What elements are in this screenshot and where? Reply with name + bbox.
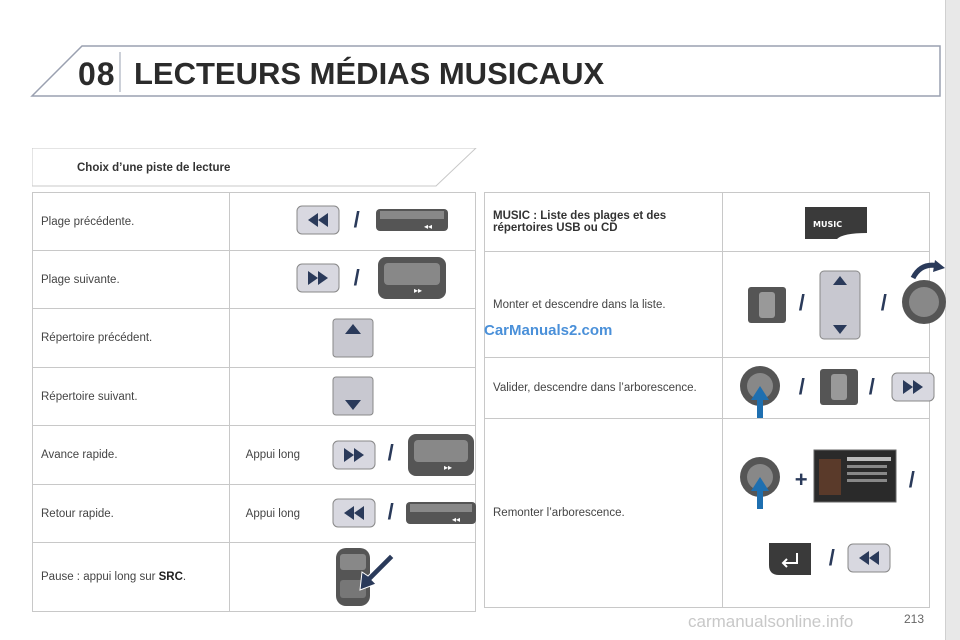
svg-text:MUSIC: MUSIC (812, 220, 842, 229)
steering-wheel-control-icon (376, 205, 448, 235)
table-row (33, 426, 476, 485)
right-table (484, 192, 930, 608)
next-track-button-icon (891, 372, 935, 402)
row-controls (722, 193, 929, 252)
row-controls (229, 368, 475, 426)
screen-list-icon (813, 449, 897, 503)
chapter-number: 08 (78, 56, 116, 92)
src-key-label: SRC (158, 571, 183, 583)
folder-up-button-icon (332, 318, 374, 358)
up-down-button-icon (819, 270, 861, 340)
separator-slash: / (387, 499, 394, 524)
steering-wheel-src-icon (330, 546, 394, 608)
svg-text:◂◂: ◂◂ (423, 222, 432, 231)
watermark-footer: carmanualsonline.info (688, 612, 854, 631)
fast-forward-button-icon (332, 440, 376, 470)
long-press-label: Appui long (245, 449, 301, 461)
row-label: Répertoire précédent. (33, 309, 230, 368)
rewind-button-icon (332, 498, 376, 528)
music-button-icon (803, 203, 869, 241)
steering-wheel-control-icon (406, 432, 476, 478)
row-controls (229, 426, 475, 485)
row-label: Monter et descendre dans la liste. (485, 252, 723, 358)
table-row (33, 543, 476, 612)
row-label: MUSIC : Liste des plages et des répertoires USB ou CD (485, 193, 723, 252)
separator-plus: + (794, 467, 808, 492)
watermark-text: CarManuals2.com (484, 322, 613, 339)
left-table (32, 192, 476, 612)
row-label: Plage suivante. (33, 251, 230, 309)
steering-wheel-control-icon (406, 498, 476, 528)
table-row (485, 252, 930, 358)
page-number: 213 (904, 612, 925, 626)
row-controls (722, 358, 929, 419)
next-track-button-icon (296, 263, 340, 293)
row-controls (229, 193, 475, 251)
table-row (33, 368, 476, 426)
separator-slash: / (353, 207, 360, 232)
page-title: LECTEURS MÉDIAS MUSICAUX (134, 56, 605, 91)
table-row (33, 485, 476, 543)
row-label: Avance rapide. (33, 426, 230, 485)
svg-text:◂◂: ◂◂ (451, 515, 460, 524)
row-label: Remonter l’arborescence. (485, 419, 723, 608)
folder-down-button-icon (332, 376, 374, 416)
long-press-label: Appui long (245, 507, 301, 520)
row-controls (722, 419, 929, 608)
page-header (0, 0, 960, 110)
row-label: Valider, descendre dans l’arborescence. (485, 358, 723, 419)
table-row (33, 193, 476, 251)
table-row (33, 309, 476, 368)
prev-track-button-icon (296, 205, 340, 235)
prev-track-button-icon (847, 543, 891, 573)
steering-wheel-control-icon (376, 255, 448, 301)
separator-slash: / (387, 440, 394, 465)
row-controls (229, 485, 475, 543)
row-controls (722, 252, 929, 358)
row-label: Pause : appui long sur SRC. (33, 543, 230, 612)
rotary-scroll-icon (819, 368, 859, 406)
row-controls (229, 309, 475, 368)
rotary-knob-icon (899, 258, 949, 328)
row-controls (229, 543, 475, 612)
table-row (485, 358, 930, 419)
separator-slash: / (353, 265, 360, 290)
rotary-scroll-icon (747, 286, 787, 324)
separator-slash: / (908, 467, 915, 492)
separator-slash: / (798, 290, 805, 315)
separator-slash: / (798, 374, 805, 399)
row-label: Retour rapide. (33, 485, 230, 543)
svg-text:▸▸: ▸▸ (413, 286, 422, 295)
svg-text:▸▸: ▸▸ (443, 463, 452, 472)
row-label: Répertoire suivant. (33, 368, 230, 426)
row-label: Plage précédente. (33, 193, 230, 251)
separator-slash: / (828, 545, 835, 570)
separator-slash: / (880, 290, 887, 315)
rotary-knob-press-icon (737, 364, 783, 418)
table-row (33, 251, 476, 309)
section-label: Choix d’une piste de lecture (77, 162, 231, 174)
rotary-knob-press-icon (737, 455, 783, 509)
table-row (485, 419, 930, 608)
back-button-icon (767, 541, 813, 577)
row-controls (229, 251, 475, 309)
header-frame (0, 0, 960, 110)
table-row (485, 193, 930, 252)
separator-slash: / (868, 374, 875, 399)
